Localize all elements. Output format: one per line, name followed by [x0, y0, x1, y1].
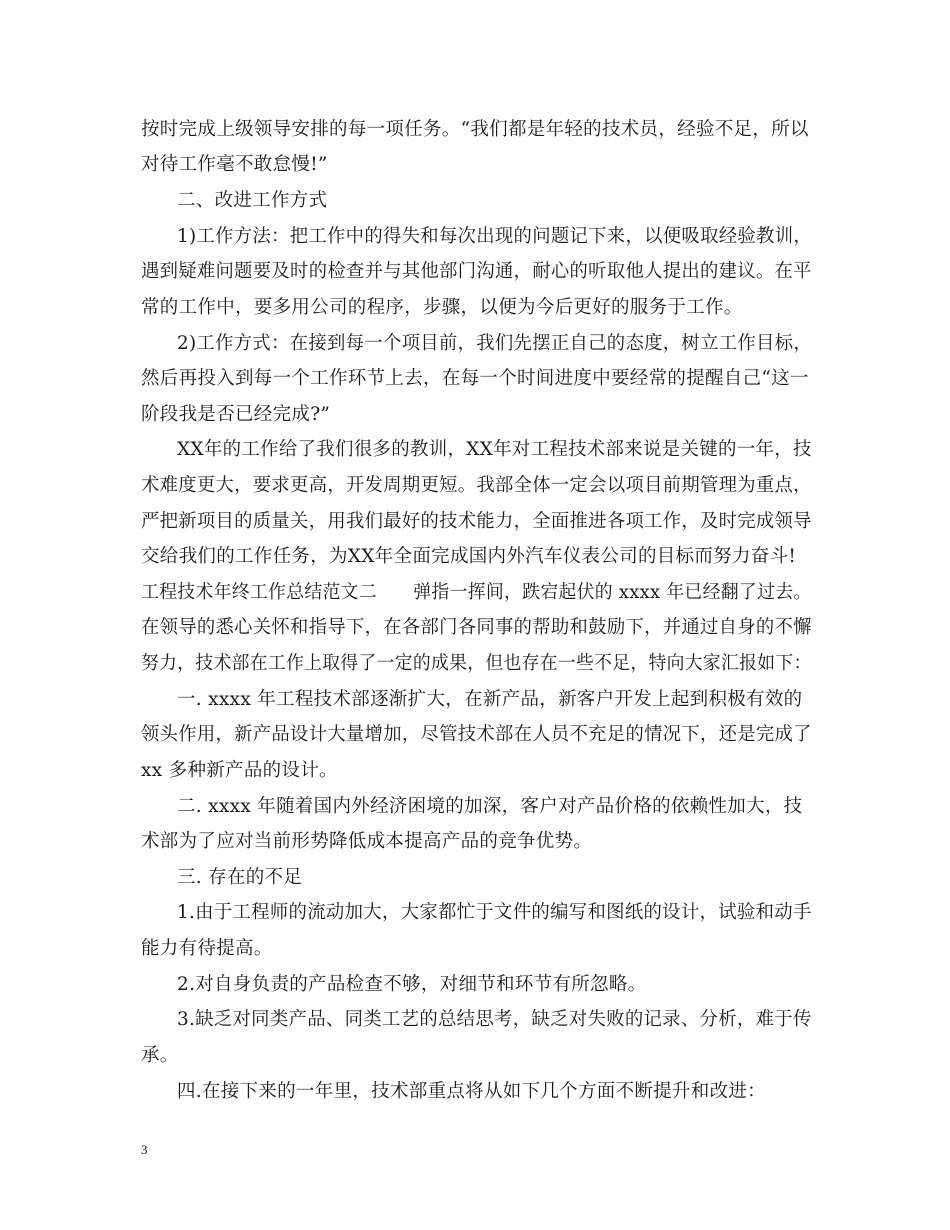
text-line: 2.对自身负责的产品检查不够，对细节和环节有所忽略。: [177, 974, 647, 995]
text-line: 然后再投入到每一个工作环节上去，在每一个时间进度中要经常的提醒自己“这一: [141, 368, 809, 389]
text-line: 一. xxxx 年工程技术部逐渐扩大，在新产品，新客户开发上起到积极有效的: [177, 689, 803, 710]
text-line: 常的工作中，要多用公司的程序，步骤，以便为今后更好的服务于工作。: [141, 297, 743, 318]
page-number: 3: [141, 1142, 148, 1157]
text-line: 对待工作毫不敢怠慢!”: [141, 154, 328, 175]
text-line: XX年的工作给了我们很多的教训，XX年对工程技术部来说是关键的一年，技: [177, 439, 812, 460]
text-line: 承。: [141, 1045, 179, 1066]
section-heading: 四.在接下来的一年里，技术部重点将从如下几个方面不断提升和改进：: [177, 1081, 766, 1102]
text-line: 2)工作方式：在接到每一个项目前，我们先摆正自己的态度，树立工作目标，: [177, 333, 813, 354]
text-line: 阶段我是否已经完成?”: [141, 404, 331, 425]
text-line: 术部为了应对当前形势降低成本提高产品的竞争优势。: [141, 831, 593, 852]
text-line: 努力，技术部在工作上取得了一定的成果，但也存在一些不足，特向大家汇报如下：: [141, 653, 812, 674]
text-line: 领头作用，新产品设计大量增加，尽管技术部在人员不充足的情况下，还是完成了: [141, 724, 812, 745]
text-line: 1.由于工程师的流动加大，大家都忙于文件的编写和图纸的设计，试验和动手: [177, 902, 812, 923]
text-line: 遇到疑难问题要及时的检查并与其他部门沟通，耐心的听取他人提出的建议。在平: [141, 261, 812, 282]
text-line: 严把新项目的质量关，用我们最好的技术能力，全面推进各项工作，及时完成领导: [141, 511, 812, 532]
text-line: 二. xxxx 年随着国内外经济困境的加深，客户对产品价格的依赖性加大，技: [177, 796, 803, 817]
text-line: 1)工作方法：把工作中的得失和每次出现的问题记下来，以便吸取经验教训，: [177, 226, 813, 247]
section-heading: 三. 存在的不足: [177, 867, 303, 888]
text-line: 3.缺乏对同类产品、同类工艺的总结思考，缺乏对失败的记录、分析，难于传: [177, 1009, 812, 1030]
text-line: 按时完成上级领导安排的每一项任务。“我们都是年轻的技术员，经验不足，所以: [141, 119, 809, 140]
section-heading: 二、改进工作方式: [177, 190, 328, 211]
text-line: 能力有待提高。: [141, 938, 273, 959]
text-line: xx 多种新产品的设计。: [141, 760, 338, 781]
text-line: 在领导的悉心关怀和指导下，在各部门各同事的帮助和鼓励下，并通过自身的不懈: [141, 617, 812, 638]
text-line: 术难度更大，要求更高，开发周期更短。我部全体一定会以项目前期管理为重点，: [141, 475, 812, 496]
text-line: 工程技术年终工作总结范文二 弹指一挥间，跌宕起伏的 xxxx 年已经翻了过去。: [141, 582, 812, 603]
text-line: 交给我们的工作任务，为XX年全面完成国内外汽车仪表公司的目标而努力奋斗!: [141, 546, 797, 567]
